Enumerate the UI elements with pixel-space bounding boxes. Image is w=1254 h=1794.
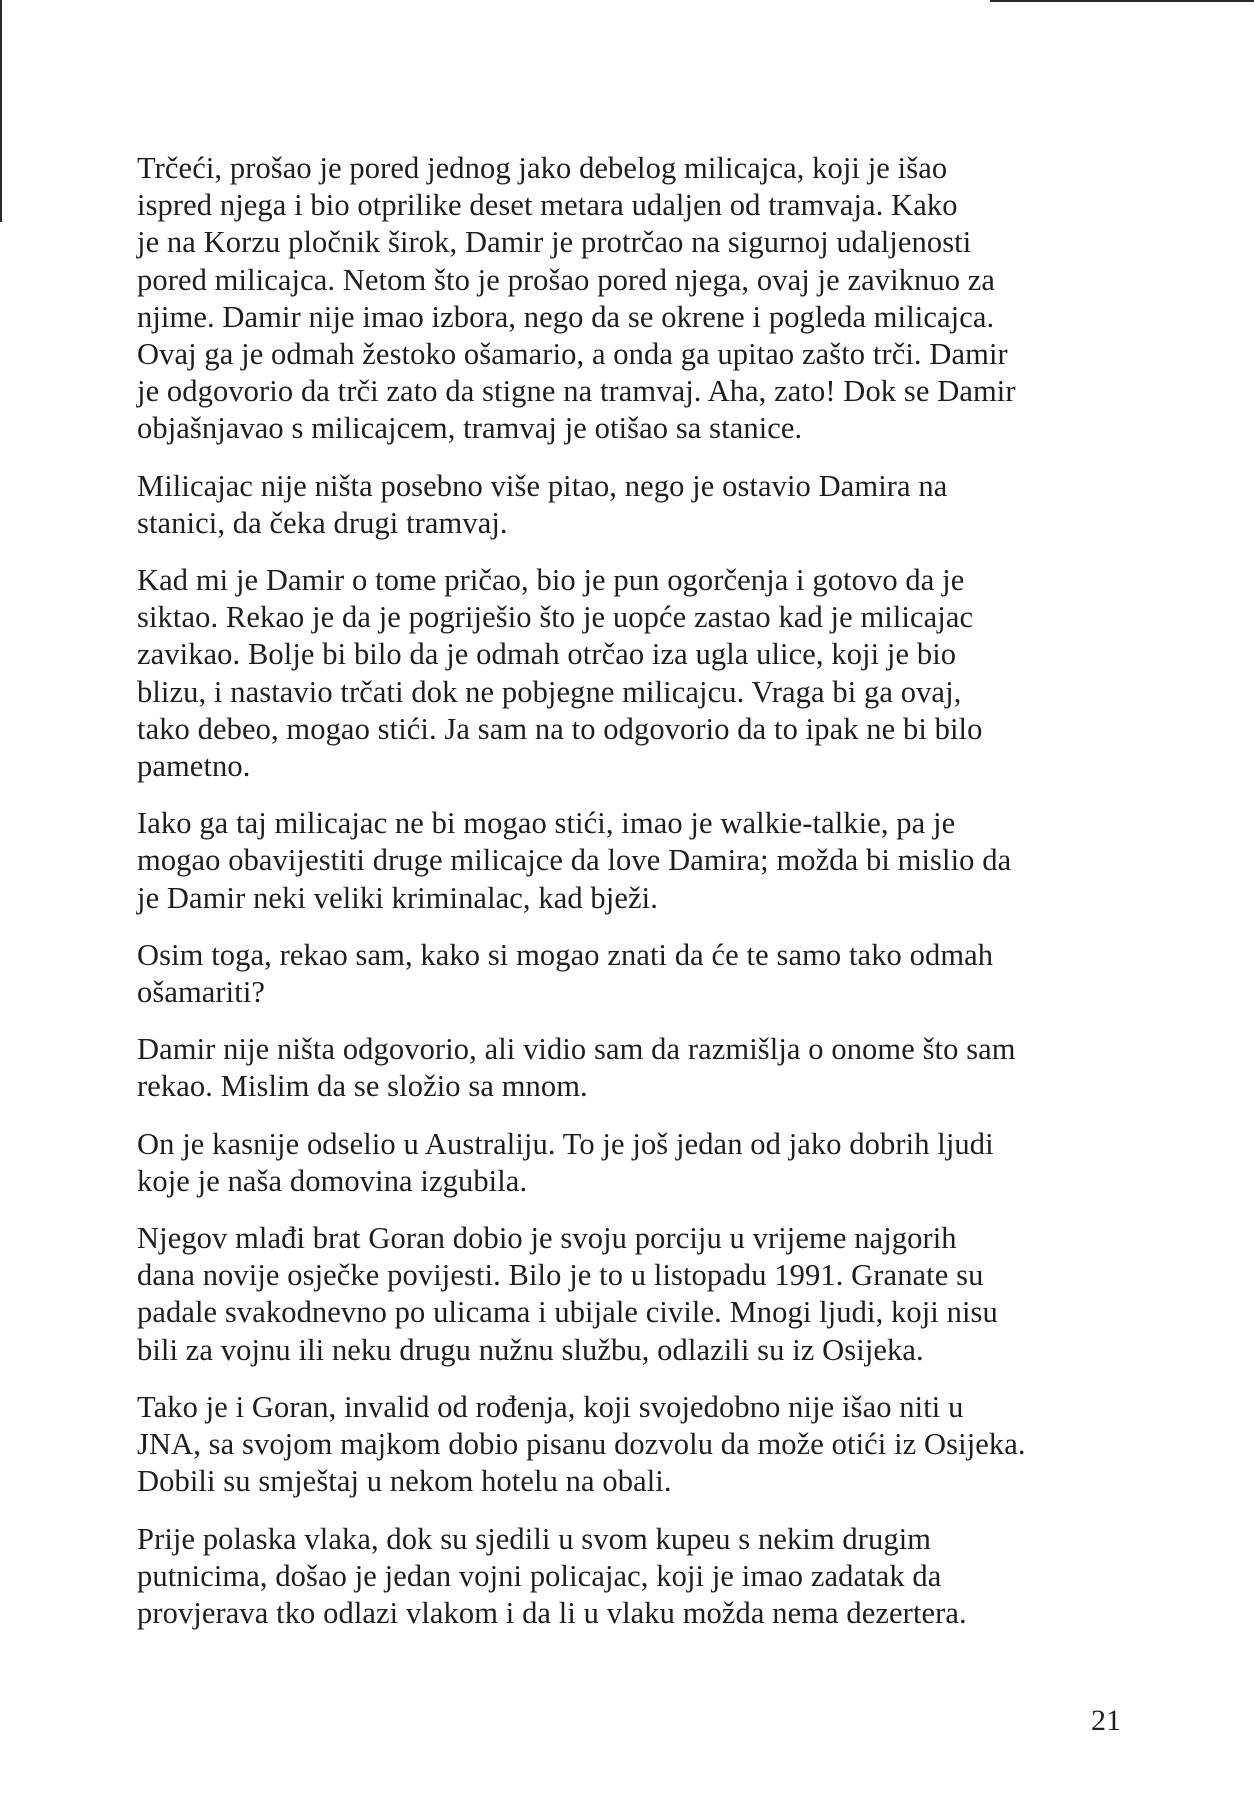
text-line: JNA, sa svojom majkom dobio pisanu dozvolu da može otići iz Osijeka. xyxy=(137,1427,1026,1462)
text-line: siktao. Rekao je da je pogriješio što je uopće zastao kad je milicajac xyxy=(137,600,974,635)
text-line: Dobili su smještaj u nekom hotelu na obali. xyxy=(137,1464,672,1499)
paragraph xyxy=(137,150,1137,448)
text-line: Tako je i Goran, invalid od rođenja, koji svojedobno nije išao niti u xyxy=(137,1389,964,1424)
text-line: koje je naša domovina izgubila. xyxy=(137,1163,528,1198)
page-number: 21 xyxy=(1091,1704,1121,1737)
text-line: Trčeći, prošao je pored jednog jako debelog milicajca, koji je išao xyxy=(137,151,948,185)
text-line: On je kasnije odselio u Australiju. To je još jedan od jako dobrih ljudi xyxy=(137,1126,994,1161)
text-line: dana novije osječke povijesti. Bilo je to u listopadu 1991. Granate su xyxy=(137,1258,984,1293)
text-line: Damir nije ništa odgovorio, ali vidio sam da razmišlja o onome što sam xyxy=(137,1032,1016,1067)
text-line: Njegov mlađi brat Goran dobio je svoju porciju u vrijeme najgorih xyxy=(137,1221,957,1256)
text-line: Milicajac nije ništa posebno više pitao, nego je ostavio Damira na xyxy=(137,468,948,503)
text-line: provjerava tko odlazi vlakom i da li u vlaku možda nema dezertera. xyxy=(137,1595,967,1630)
paragraph xyxy=(137,1521,1137,1633)
text-line: je na Korzu pločnik širok, Damir je protrčao na sigurnoj udaljenosti xyxy=(137,225,972,260)
text-line: je odgovorio da trči zato da stigne na tramvaj. Aha, zato! Dok se Damir xyxy=(137,374,1016,409)
text-line: ošamariti? xyxy=(137,975,266,1010)
scan-edge-left xyxy=(0,0,2,222)
body-text xyxy=(137,150,1137,1652)
text-line: Ovaj ga je odmah žestoko ošamario, a onda ga upitao zašto trči. Damir xyxy=(137,337,1008,372)
text-line: bili za vojnu ili neku drugu nužnu službu, odlazili su iz Osijeka. xyxy=(137,1332,924,1367)
text-line: objašnjavao s milicajcem, tramvaj je otišao sa stanice. xyxy=(137,411,803,446)
text-line: stanici, da čeka drugi tramvaj. xyxy=(137,505,508,540)
text-line: putnicima, došao je jedan vojni policajac, koji je imao zadatak da xyxy=(137,1558,942,1593)
paragraph xyxy=(137,1126,1137,1200)
paragraph xyxy=(137,562,1137,785)
text-line: pametno. xyxy=(137,749,251,784)
text-line: zavikao. Bolje bi bilo da je odmah otrčao iza ugla ulice, koji je bio xyxy=(137,637,957,672)
paragraph xyxy=(137,805,1137,917)
text-line: je Damir neki veliki kriminalac, kad bježi. xyxy=(137,880,658,915)
text-line: pored milicajca. Netom što je prošao pored njega, ovaj je zaviknuo za xyxy=(137,262,996,297)
text-line: Iako ga taj milicajac ne bi mogao stići, imao je walkie-talkie, pa je xyxy=(137,806,956,841)
text-line: tako debeo, mogao stići. Ja sam na to odgovorio da to ipak ne bi bilo xyxy=(137,711,983,746)
text-line: mogao obavijestiti druge milicajce da love Damira; možda bi mislio da xyxy=(137,843,1012,878)
paragraph xyxy=(137,468,1137,542)
text-line: Osim toga, rekao sam, kako si mogao znati da će te samo tako odmah xyxy=(137,937,994,972)
text-line: padale svakodnevno po ulicama i ubijale civile. Mnogi ljudi, koji nisu xyxy=(137,1295,998,1330)
paragraph xyxy=(137,1220,1137,1369)
scan-edge-top xyxy=(990,0,1254,2)
text-line: rekao. Mislim da se složio sa mnom. xyxy=(137,1069,588,1104)
paragraph xyxy=(137,937,1137,1011)
paragraph xyxy=(137,1389,1137,1501)
paragraph xyxy=(137,1031,1137,1105)
text-line: Kad mi je Damir o tome pričao, bio je pun ogorčenja i gotovo da je xyxy=(137,563,965,598)
text-line: njime. Damir nije imao izbora, nego da se okrene i pogleda milicajca. xyxy=(137,299,995,334)
text-line: ispred njega i bio otprilike deset metara udaljen od tramvaja. Kako xyxy=(137,188,958,223)
text-line: blizu, i nastavio trčati dok ne pobjegne milicajcu. Vraga bi ga ovaj, xyxy=(137,674,962,709)
text-line: Prije polaska vlaka, dok su sjedili u svom kupeu s nekim drugim xyxy=(137,1521,932,1556)
